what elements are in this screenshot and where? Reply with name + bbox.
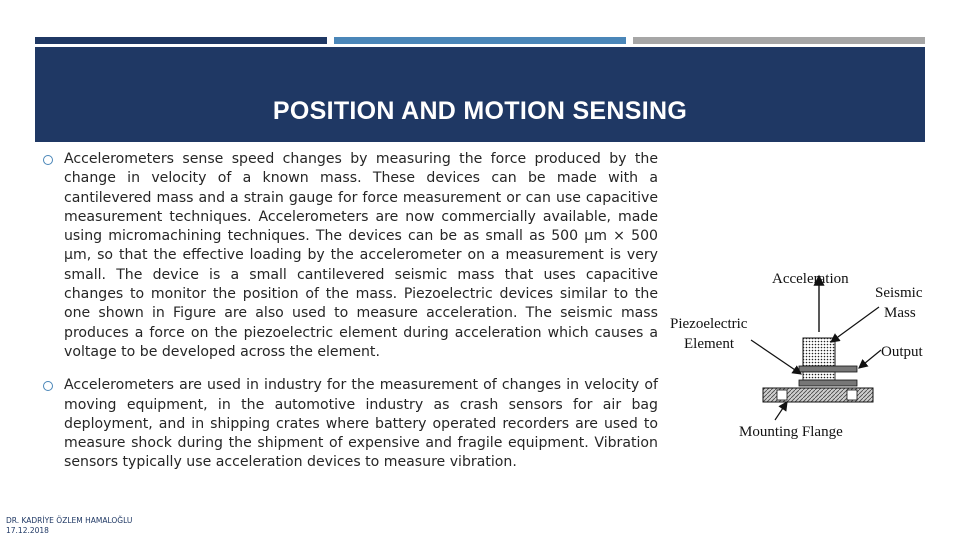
output-pointer-arrow-icon [859,350,881,368]
flange-bolt-hole-right [847,390,857,400]
bullet-text: sense speed changes by measuring the force produced by the change in velocity of a known mass. These devices can be made with a cantilevered mass and a strain gauge for force measurement or can use capacitive measurement techniques. Accelerometers are now commercially available, made using micromachining techniques. The devices can be as small as 500 μm × 500 μm, so that the effective loading by the accelerometer on a measurement is very small. The device is a small cantilevered seismic mass that uses capacitive changes to monitor the position of the mass. Piezoelectric devices similar to the one shown in Figure are also used to measure acceleration. The seismic mass produces a force on the piezoelectric element during acceleration which causes a voltage to be developed across the element. [64,151,658,360]
bullet-paragraph-1 [43,150,658,362]
accent-bar-gray [633,37,925,44]
footer [6,516,132,536]
label-piezoelectric: Piezoelectric [670,316,748,332]
accent-bar-blue [334,37,626,44]
flange-bolt-hole-left [777,390,787,400]
bullet-circle-icon [43,155,53,165]
accent-bar-dark [35,37,327,44]
bullet-circle-icon [43,381,53,391]
label-mass: Mass [884,305,916,321]
label-acceleration: Acceleration [772,271,849,287]
label-mounting-flange: Mounting Flange [739,424,843,440]
slide-title: POSITION AND MOTION SENSING [272,97,688,125]
piezo-plate-upper [799,366,857,372]
accelerometer-diagram [667,262,957,450]
bullet-lead: Accelerometers [64,377,174,394]
piezo-plate-lower [799,380,857,386]
piezo-element-block [803,372,835,380]
bullet-text: are used in industry for the measurement of changes in velocity of moving equipment, in the automotive industry as crash sensors for air bag deployment, and in shipping crates where battery operated recorders are used to measure shock during the shipment of expensive and fragile equipment. Vibration sensors typically use acceleration devices to measure vibration. [64,377,658,471]
title-banner [35,47,925,142]
seismic-pointer-arrow-icon [831,307,879,342]
label-element: Element [684,336,734,352]
seismic-mass-block [803,338,835,366]
flange-pointer-arrow-icon [775,402,787,420]
bullet-paragraph-2 [43,376,658,472]
bullet-lead: Accelerometers [64,151,174,167]
piezo-pointer-arrow-icon [751,340,801,374]
footer-date: 17.12.2018 [6,526,49,535]
label-output: Output [881,344,923,360]
body-text [43,150,658,487]
label-seismic: Seismic [875,285,923,301]
footer-author: DR. KADRİYE ÖZLEM HAMALOĞLU [6,516,133,525]
